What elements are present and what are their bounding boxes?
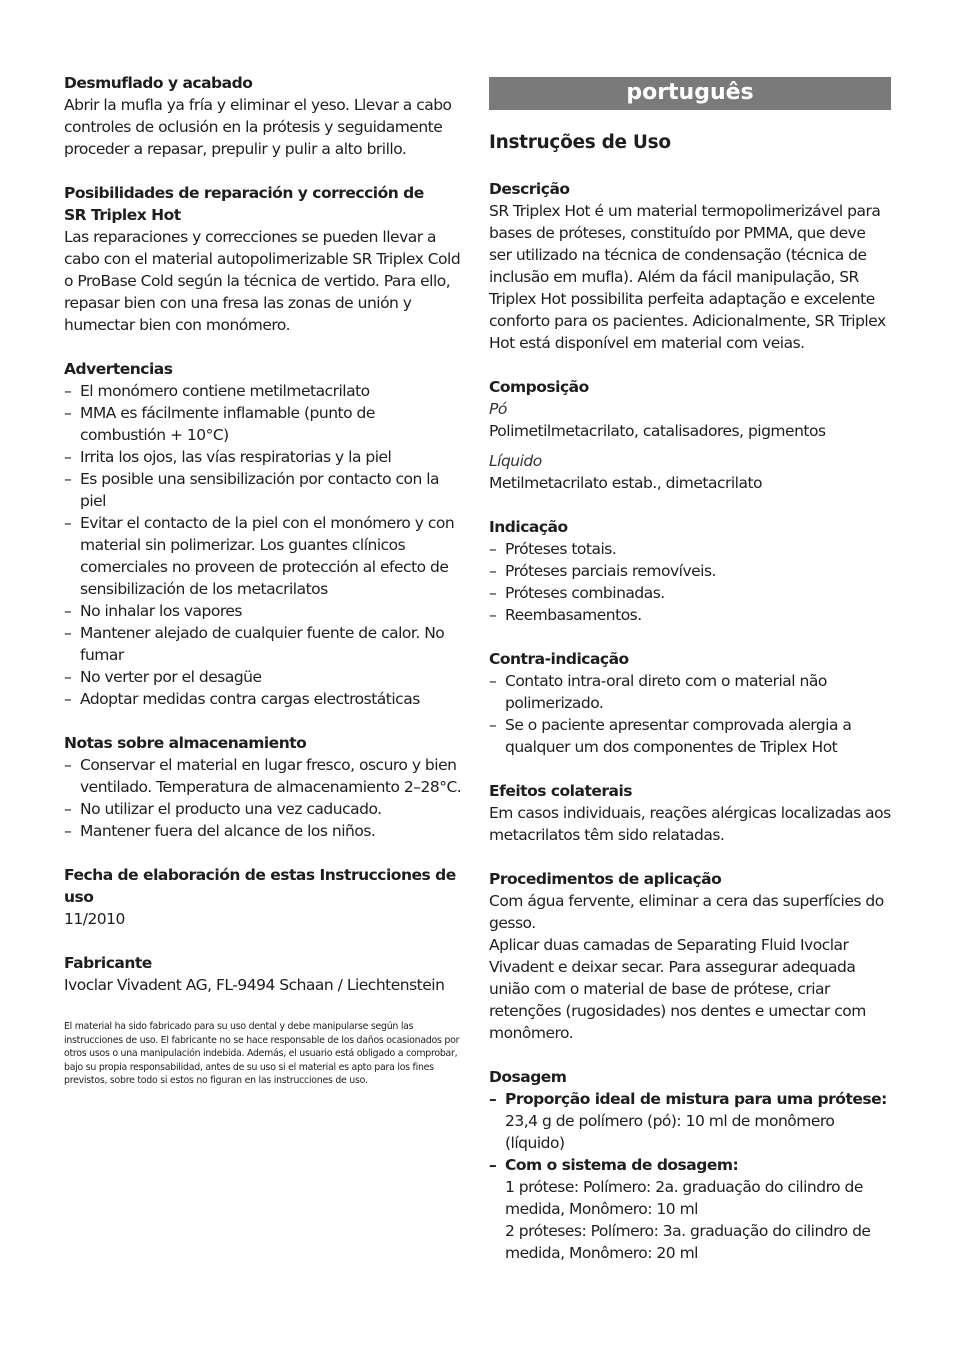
disclaimer-text: El material ha sido fabricado para su uso dental y debe manipularse según las instrucciones de uso. El fabricante no se hace responsable de los daños ocasionados por otros usos o una manipulación indebida. Además, el usuario está obligado a comprobar, bajo su propia responsabilidad, antes de su uso si el material es apto para los fines previstos, sobre todo si estos no figuran en las instrucciones de uso. [64,1021,460,1087]
list-item: – Mantener alejado de cualquier fuente de calor. No fumar [64,622,464,666]
section-title: Procedimentos de aplicação [489,870,722,888]
list-item: – Reembasamentos. [489,604,891,626]
dosage-item-text: 1 prótese: Polímero: 2a. graduação do cilindro de medida, Monômero: 10 ml [505,1178,863,1218]
section-title: Descrição [489,180,570,198]
section-title: Contra-indicação [489,650,629,668]
dosage-item-title: Com o sistema de dosagem: [505,1156,739,1174]
section-text: Abrir la mufla ya fría y eliminar el yeso. Llevar a cabo controles de oclusión en la prótesis y seguidamente proceder a repasar, prepulir y pulir a alto brillo. [64,96,452,158]
contraindication-list [489,670,891,758]
date-value: 11/2010 [64,910,125,928]
section-descricao [489,178,891,354]
list-item: – Próteses combinadas. [489,582,891,604]
section-reparacion [64,182,464,336]
list-item: – Adoptar medidas contra cargas electrostáticas [64,688,464,710]
list-item: – Contato intra-oral direto com o material não polimerizado. [489,670,891,714]
list-item: – Próteses totais. [489,538,891,560]
list-item: – Irrita los ojos, las vías respiratorias y la piel [64,446,464,468]
section-indicacao [489,516,891,626]
list-item: – Próteses parciais removíveis. [489,560,891,582]
list-item: – MMA es fácilmente inflamable (punto de combustión + 10°C) [64,402,464,446]
section-text: Com água fervente, eliminar a cera das superfícies do gesso. [489,892,884,932]
list-item: – No inhalar los vapores [64,600,464,622]
section-title: Indicação [489,518,568,536]
language-banner: português [489,77,891,110]
section-title: Dosagem [489,1068,567,1086]
document-title: Instruções de Uso [489,132,671,153]
section-composicao [489,376,891,494]
list-item: – Evitar el contacto de la piel con el monómero y con material sin polimerizar. Los guantes clínicos comerciales no proveen de protección al efecto de sensibilización de los metacrilatos [64,512,464,600]
section-title: Fabricante [64,954,152,972]
list-item [489,1154,891,1264]
section-efeitos [489,780,891,846]
section-text: SR Triplex Hot é um material termopolimerizável para bases de próteses, constituído por PMMA, que deve ser utilizado na técnica de condensação (técnica de inclusão em mufla). Além da fácil manipulação, SR Triplex Hot possibilita perfeita adaptação e excelente conforto para os pacientes. Adicionalmente, SR Triplex Hot está disponível em material com veias. [489,202,886,352]
list-item: – No verter por el desagüe [64,666,464,688]
section-desmuflado [64,72,464,160]
list-item [489,1088,891,1154]
powder-label: Pó [489,400,507,418]
section-title: Efeitos colaterais [489,782,633,800]
list-item: – Conservar el material en lugar fresco, oscuro y bien ventilado. Temperatura de almacenamiento 2–28°C. [64,754,464,798]
section-procedimentos [489,868,891,1044]
powder-text: Polimetilmetacrilato, catalisadores, pigmentos [489,422,826,440]
dosage-item-text: 2 próteses: Polímero: 3a. graduação do cilindro de medida, Monômero: 20 ml [505,1222,871,1262]
section-title: Fecha de elaboración de estas Instrucciones de uso [64,866,456,906]
dosage-item-title: Proporção ideal de mistura para uma prótese: [505,1090,887,1108]
section-fecha [64,864,464,930]
section-almacenamiento [64,732,464,842]
manufacturer-value: Ivoclar Vivadent AG, FL-9494 Schaan / Liechtenstein [64,976,445,994]
storage-list [64,754,464,842]
list-item: – Es posible una sensibilización por contacto con la piel [64,468,464,512]
list-item: – No utilizar el producto una vez caducado. [64,798,464,820]
section-advertencias [64,358,464,710]
dosage-list [489,1088,891,1264]
section-title-line2: SR Triplex Hot [64,206,181,224]
portuguese-column [489,72,891,1286]
warning-list [64,380,464,710]
indication-list [489,538,891,626]
liquid-label: Líquido [489,452,542,470]
section-text: Aplicar duas camadas de Separating Fluid Ivoclar Vivadent e deixar secar. Para assegurar adequada união com o material de base de prótese, criar retenções (rugosidades) nos dentes e umectar com monômero. [489,936,866,1042]
section-title: Desmuflado y acabado [64,74,253,92]
section-contra-indicacao [489,648,891,758]
section-title [64,182,464,226]
list-item: – Se o paciente apresentar comprovada alergia a qualquer um dos componentes de Triplex Hot [489,714,891,758]
section-text: Las reparaciones y correcciones se pueden llevar a cabo con el material autopolimerizable SR Triplex Cold o ProBase Cold según la técnica de vertido. Para ello, repasar bien con una fresa las zonas de unión y humectar bien con monómero. [64,228,461,334]
section-fabricante [64,952,464,996]
list-item: – Mantener fuera del alcance de los niños. [64,820,464,842]
section-text: Em casos individuais, reações alérgicas localizadas aos metacrilatos têm sido relatadas. [489,804,891,844]
section-title: Advertencias [64,360,173,378]
section-title: Composição [489,378,589,396]
liquid-text: Metilmetacrilato estab., dimetacrilato [489,474,763,492]
section-dosagem [489,1066,891,1264]
dosage-item-text: 23,4 g de polímero (pó): 10 ml de monômero (líquido) [505,1112,835,1152]
section-title-line1: Posibilidades de reparación y corrección de [64,184,424,202]
section-title: Notas sobre almacenamiento [64,734,307,752]
list-item: – El monómero contiene metilmetacrilato [64,380,464,402]
spanish-column [64,72,464,1088]
